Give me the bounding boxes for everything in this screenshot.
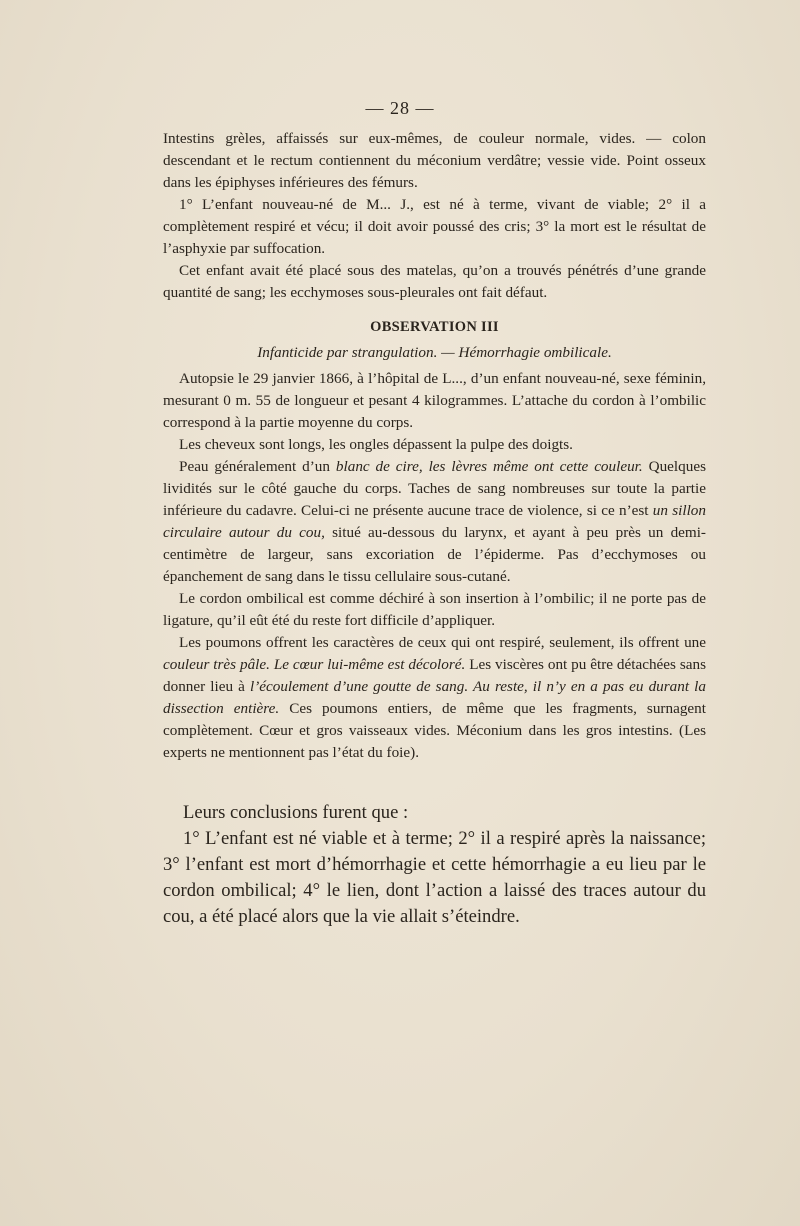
- poumons-italic-2: l’écoulement d’une goutte de sang. Au reste, il n’y en a pas eu durant la dissection entière.: [163, 678, 706, 717]
- poumons-italic-1: couleur très pâle. Le cœur lui-même est décoloré.: [163, 656, 466, 673]
- page-number: — 28 —: [365, 98, 435, 118]
- observation-three: [163, 316, 706, 764]
- paragraph-matelas: Cet enfant avait été placé sous des matelas, qu’on a trouvés pénétrés d’une grande quantité de sang; les ecchymoses sous-pleurales ont fait défaut.: [163, 262, 706, 301]
- observation-heading: OBSERVATION III: [370, 319, 499, 335]
- paragraph-intestins: Intestins grèles, affaissés sur eux-mêmes, de couleur normale, vides. — colon descendant et le rectum contiennent du méconium verdâtre; vessie vide. Point osseux dans les épiphyses inférieures des fémurs.: [163, 130, 706, 191]
- poumons-text-1: Les poumons offrent les caractères de ceux qui ont respiré, seulement, ils offrent une: [179, 634, 706, 651]
- peau-text-2: Quelques lividités sur le côté gauche du corps. Taches de sang nombreuses sur toute la partie inférieure du cadavre. Celui-ci ne présente aucune trace de violence, si ce n’est: [163, 458, 706, 519]
- peau-italic-1: blanc de cire, les lèvres même ont cette couleur.: [335, 458, 643, 475]
- paragraph-poumons: [163, 632, 706, 764]
- conclusions-text: 1° L’enfant est né viable et à terme; 2° il a respiré après la naissance; 3° l’enfant est mort d’hémorrhagie et cette hémorrhagie a eu lieu par le cordon ombilical; 4° le lien, dont l’action a laissé des traces autour du cou, a été placé alors que la vie allait s’éteindre.: [163, 828, 706, 927]
- paragraph-peau: [163, 456, 706, 588]
- observation-subtitle: Infanticide par strangulation. — Hémorrhagie ombilicale.: [257, 344, 612, 361]
- peau-text-1: Peau généralement d’un: [179, 458, 336, 475]
- poumons-text-3: Ces poumons entiers, de même que les fragments, surnagent complètement. Cœur et gros vaisseaux vides. Méconium dans les gros intestins. (Les experts ne mentionnent pas l’état du foie).: [163, 700, 706, 761]
- conclusions-intro: Leurs conclusions furent que :: [183, 802, 409, 823]
- paragraph-conclusions-case-two: 1° L’enfant nouveau-né de M... J., est né à terme, vivant de viable; 2° il a complètement respiré et vécu; il doit avoir poussé des cris; 3° la mort est le résultat de l’asphyxie par suffocation.: [163, 196, 706, 257]
- experts-conclusions: [163, 800, 706, 930]
- paragraph-cheveux: Les cheveux sont longs, les ongles dépassent la pulpe des doigts.: [179, 436, 573, 453]
- paragraph-autopsie: Autopsie le 29 janvier 1866, à l’hôpital de L..., d’un enfant nouveau-né, sexe féminin, mesurant 0 m. 55 de longueur et pesant 4 kilogrammes. L’attache du cordon à l’ombilic correspond à la partie moyenne du corps.: [163, 370, 706, 431]
- peau-italic-2: un sillon circulaire autour du cou,: [163, 502, 706, 541]
- poumons-text-2: Les viscères ont pu être détachées sans donner lieu à: [163, 656, 706, 695]
- case-two-end: [163, 128, 706, 304]
- paragraph-cordon: Le cordon ombilical est comme déchiré à son insertion à l’ombilic; il ne porte pas de ligature, qu’il eût été du reste fort difficile d’appliquer.: [163, 590, 706, 629]
- peau-text-3: situé au-dessous du larynx, et ayant à peu près un demi-centimètre de largeur, sans excoriation de l’épiderme. Pas d’ecchymoses ou épanchement de sang dans le tissu cellulaire sous-cutané.: [163, 524, 706, 585]
